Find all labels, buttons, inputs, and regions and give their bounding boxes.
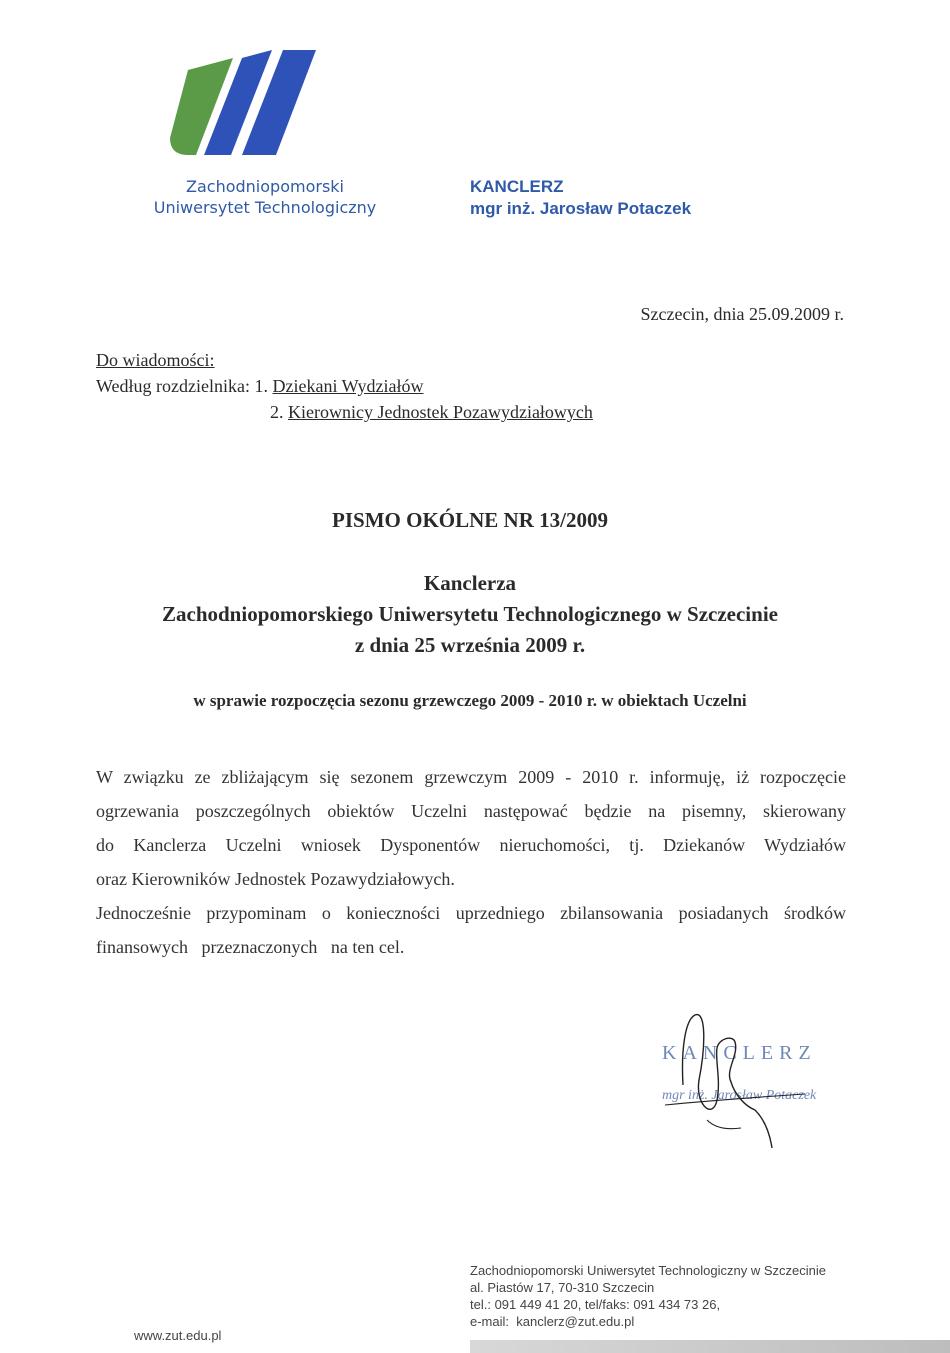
- body-line3: do Kanclerza Uczelni wniosek Dysponentów nieruchomości, tj. Dziekanów Wydziałów: [96, 835, 846, 855]
- recipient-item1: Dziekani Wydziałów: [272, 376, 424, 396]
- handwritten-signature: [655, 1010, 845, 1150]
- body-line2: ogrzewania poszczególnych obiektów Uczelni następować będzie na pisemny, skierowany: [96, 801, 846, 821]
- recipient-item1-number: 1.: [254, 376, 268, 396]
- footer-website: www.zut.edu.pl: [134, 1328, 222, 1343]
- university-name-line1: Zachodniopomorski: [186, 177, 344, 196]
- office-header: [470, 176, 691, 220]
- signature-stamp-name: mgr inż. Jarosław Potaczek: [662, 1088, 817, 1103]
- recipient-item2-number: 2.: [270, 402, 284, 422]
- footer-line1: Zachodniopomorski Uniwersytet Technologiczny w Szczecinie: [470, 1263, 826, 1278]
- recipients-label: Według rozdzielnika:: [96, 376, 250, 396]
- date-line: Szczecin, dnia 25.09.2009 r.: [640, 304, 844, 324]
- document-subtitle: [0, 568, 940, 661]
- recipient-item2: Kierownicy Jednostek Pozawydziałowych: [288, 402, 593, 422]
- footer-line2: al. Piastów 17, 70-310 Szczecin: [470, 1280, 655, 1295]
- university-logo: [168, 50, 318, 160]
- body-line6: finansowych przeznaczonych na ten cel.: [96, 937, 405, 957]
- document-subject: w sprawie rozpoczęcia sezonu grzewczego 2009 - 2010 r. w obiektach Uczelni: [193, 691, 747, 710]
- recipients-intro: Do wiadomości:: [96, 350, 215, 370]
- recipients-block: [96, 347, 593, 425]
- footer-line3: tel.: 091 449 41 20, tel/faks: 091 434 73 26,: [470, 1297, 721, 1312]
- footer-address: [470, 1262, 826, 1330]
- office-holder: mgr inż. Jarosław Potaczek: [470, 199, 692, 218]
- body-line4: oraz Kierowników Jednostek Pozawydziałowych.: [96, 869, 455, 889]
- university-name: [130, 176, 400, 218]
- signature-stamp-title: KANCLERZ: [662, 1042, 817, 1064]
- footer-line4: e-mail: kanclerz@zut.edu.pl: [470, 1314, 635, 1329]
- document-title: PISMO OKÓLNE NR 13/2009: [332, 508, 608, 532]
- body-line1: W związku ze zbliżającym się sezonem grzewczym 2009 - 2010 r. informuję, iż rozpoczęcie: [96, 767, 846, 787]
- body-line5: Jednocześnie przypominam o konieczności uprzedniego zbilansowania posiadanych środków: [96, 903, 846, 923]
- subtitle-line1: Kanclerza: [423, 571, 517, 595]
- document-body: [96, 760, 846, 964]
- university-name-line2: Uniwersytet Technologiczny: [153, 198, 377, 217]
- subtitle-line3: z dnia 25 września 2009 r.: [354, 633, 586, 657]
- office-title: KANCLERZ: [470, 177, 564, 196]
- scan-edge-bar: [470, 1340, 950, 1353]
- subtitle-line2: Zachodniopomorskiego Uniwersytetu Technologicznego w Szczecinie: [162, 602, 778, 626]
